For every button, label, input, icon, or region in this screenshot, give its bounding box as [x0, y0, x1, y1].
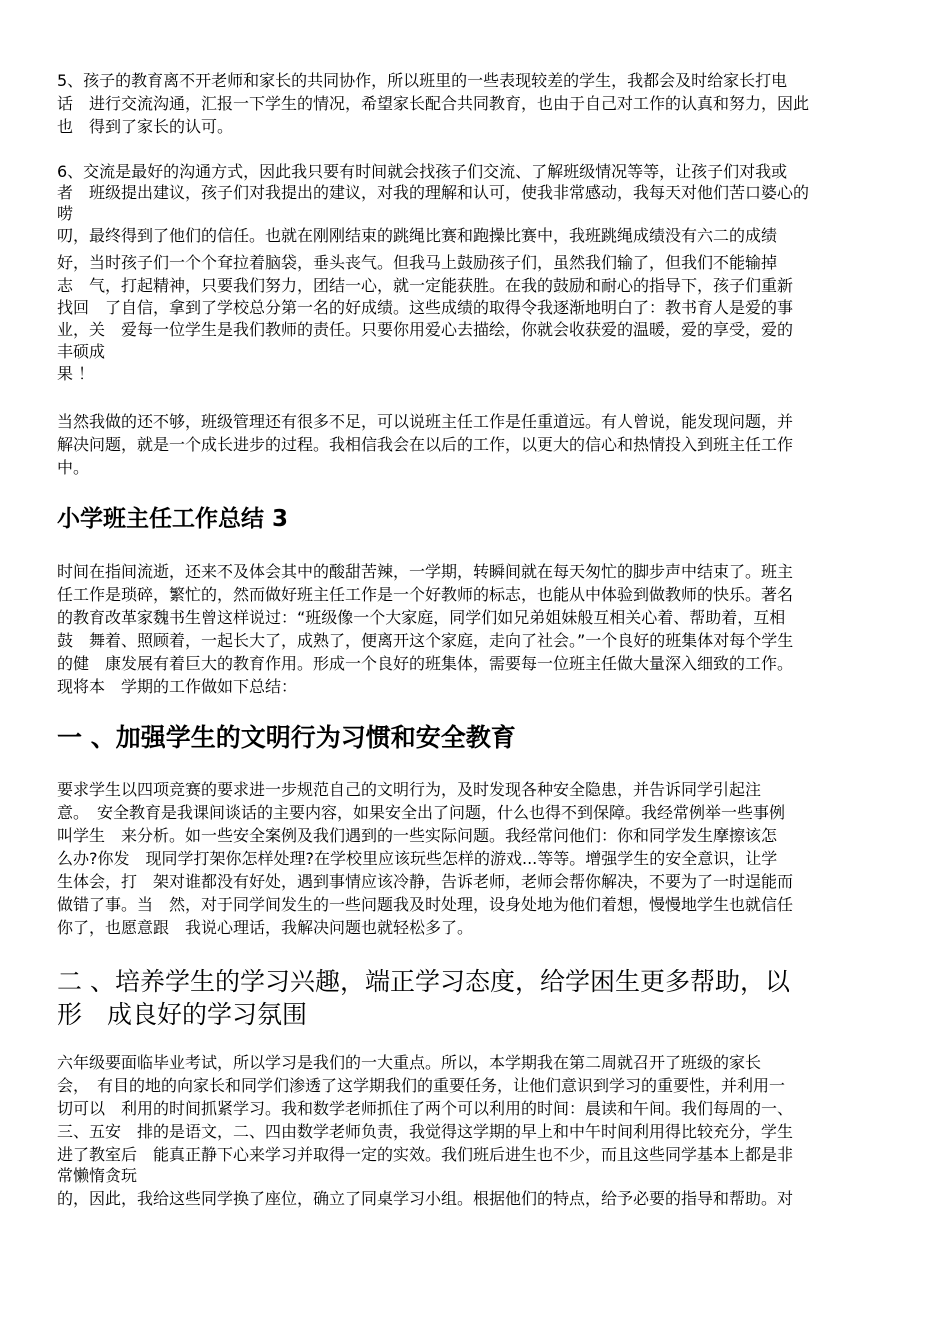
heading-safety-education: 一 、加强学生的文明行为习惯和安全教育 — [57, 723, 516, 752]
text-line: 时间在指间流逝，还来不及体会其中的酸甜苦辣，一学期，转瞬间就在每天匆忙的脚步声中结束了。班主 — [57, 562, 794, 581]
text-line: 常懒惰贪玩 — [57, 1166, 138, 1185]
text-line: 5、孩子的教育离不开老师和家长的共同协作，所以班里的一些表现较差的学生，我都会及时给家长打电 — [57, 71, 788, 90]
text-line: 要求学生以四项竞赛的要求进一步规范自己的文明行为，及时发现各种安全隐患，并告诉同学引起注 — [57, 780, 762, 799]
text-line: 切可以 利用的时间抓紧学习。我和数学老师抓住了两个可以利用的时间：晨读和午间。我们每周的一、 — [57, 1099, 794, 1118]
text-line: 叫学生 来分析。如一些安全案例及我们遇到的一些实际问题。我经常问他们：你和同学发生摩擦该怎 — [57, 826, 778, 845]
text-line: 6、交流是最好的沟通方式，因此我只要有时间就会找孩子们交流、了解班级情况等等，让孩子们对我或 — [57, 162, 788, 181]
text-line: 当然我做的还不够，班级管理还有很多不足，可以说班主任工作是任重道远。有人曾说，能发现问题，并 — [57, 412, 794, 431]
text-line: 找回 了自信，拿到了学校总分第一名的好成绩。这些成绩的取得令我逐渐地明白了：教书育人是爱的事 — [57, 298, 794, 317]
text-line: 三、五安 排的是语文，二、四由数学老师负责，我觉得这学期的早上和中午时间利用得比较充分，学生 — [57, 1122, 794, 1141]
text-line: 你了，也愿意跟 我说心理话，我解决问题也就轻松多了。 — [57, 918, 474, 937]
text-line: 的教育改革家魏书生曾这样说过：“班级像一个大家庭，同学们如兄弟姐妹般互相关心着、帮助着，互相 — [57, 608, 786, 627]
text-line: 六年级要面临毕业考试，所以学习是我们的一大重点。所以，本学期我在第二周就召开了班级的家长 — [57, 1053, 762, 1072]
text-line: 叨，最终得到了他们的信任。也就在刚刚结束的跳绳比赛和跑操比赛中，我班跳绳成绩没有六二的成绩 — [57, 226, 778, 245]
text-line: 丰硕成 — [57, 342, 106, 361]
text-line: 会， 有目的地的向家长和同学们渗透了这学期我们的重要任务，让他们意识到学习的重要性，并利用一 — [57, 1076, 786, 1095]
text-line: 中。 — [57, 458, 90, 477]
text-line: 果 ！ — [57, 364, 95, 383]
text-line: 意。 安全教育是我课间谈话的主要内容，如果安全出了问题，什么也得不到保障。我经常例举一些事例 — [57, 803, 786, 822]
text-line: 好，当时孩子们一个个耷拉着脑袋，垂头丧气。但我马上鼓励孩子们，虽然我们输了，但我们不能输掉 — [57, 253, 778, 272]
text-line: 唠 — [57, 204, 74, 223]
text-line: 业，关 爱每一位学生是我们教师的责任。只要你用爱心去描绘，你就会收获爱的温暖，爱的享受，爱的 — [57, 320, 794, 339]
text-line: 话 进行交流沟通，汇报一下学生的情况，希望家长配合共同教育，也由于自己对工作的认真和努力，因此 — [57, 94, 810, 113]
text-line: 的，因此，我给这些同学换了座位，确立了同桌学习小组。根据他们的特点，给予必要的指导和帮助。对 — [57, 1189, 794, 1208]
text-line: 也 得到了家长的认可。 — [57, 117, 234, 136]
text-line: 者 班级提出建议，孩子们对我提出的建议，对我的理解和认可，使我非常感动，我每天对他们苦口婆心的 — [57, 183, 810, 202]
heading-line: 二 、培养学生的学习兴趣，端正学习态度，给学困生更多帮助，以 — [57, 967, 790, 996]
text-line: 生体会，打 架对谁都没有好处，遇到事情应该冷静，告诉老师，老师会帮你解决，不要为了一时逞能而 — [57, 872, 794, 891]
section-title: 小学班主任工作总结 3 — [57, 506, 289, 532]
text-line: 志 气，打起精神，只要我们努力，团结一心，就一定能获胜。在我的鼓励和耐心的指导下，孩子们重新 — [57, 276, 794, 295]
text-line: 鼓 舞着、照顾着，一起长大了，成熟了，便离开这个家庭，走向了社会。”一个良好的班集体对每个学生 — [57, 631, 794, 650]
text-line: 进了教室后 能真正静下心来学习并取得一定的实效。我们班后进生也不少，而且这些同学基本上都是非 — [57, 1145, 794, 1164]
heading-line: 形 成良好的学习氛围 — [57, 1000, 308, 1029]
text-line: 现将本 学期的工作做如下总结： — [57, 677, 298, 696]
text-line: 的健 康发展有着巨大的教育作用。形成一个良好的班集体，需要每一位班主任做大量深入细致的工作。 — [57, 654, 794, 673]
text-line: 做错了事。当 然，对于同学间发生的一些问题我及时处理，设身处地为他们着想，慢慢地学生也就信任 — [57, 895, 794, 914]
text-line: 任工作是琐碎，繁忙的，然而做好班主任工作是一个好教师的标志，也能从中体验到做教师的快乐。著名 — [57, 585, 794, 604]
text-line: 么办?你发 现同学打架你怎样处理?在学校里应该玩些怎样的游戏...等等。增强学生的安全意识，让学 — [57, 849, 778, 868]
text-line: 解决问题，就是一个成长进步的过程。我相信我会在以后的工作，以更大的信心和热情投入到班主任工作 — [57, 435, 794, 454]
